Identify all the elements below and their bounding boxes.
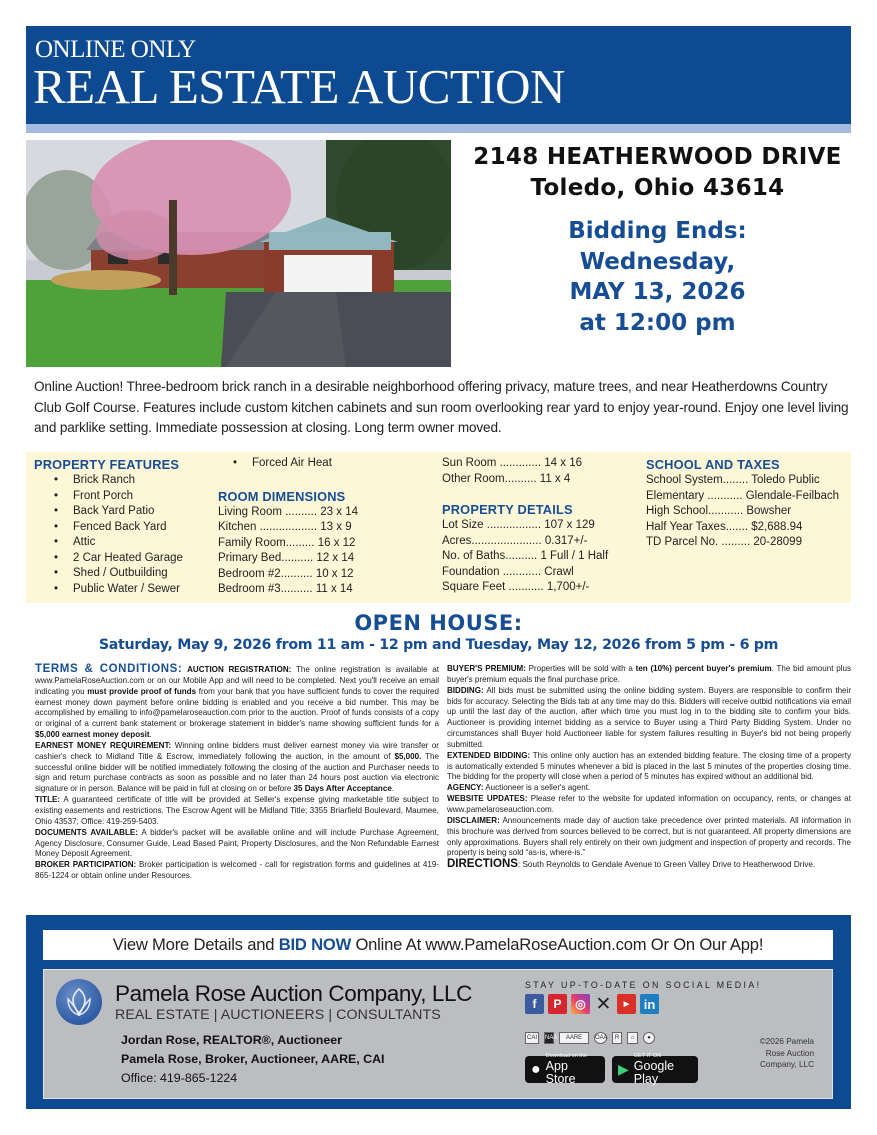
title-terms: TITLE: A guaranteed certificate of title will be provided at Seller's expense giving marketable title subject to existing easements and restrictions. The Escrow Agent will be Midland Title; 3355 Briarfield Boulevard, Maumee, Ohio 43537; Office: 419-259-5403. — [35, 795, 439, 826]
room-row: Kitchen .................. 13 x 9 — [218, 521, 352, 533]
room-row: Sun Room ............. 14 x 16 — [442, 457, 583, 469]
room-row: Family Room......... 16 x 12 — [218, 536, 356, 549]
earnest-money: EARNEST MONEY REQUIREMENT: Winning online bidders must deliver earnest money via wire transfer or cashier's check to Midland Title & Escrow, immediately following the auction, in the amount of $5,000. The successful online bidder will be notified immediately following the closing of the auction and Purchaser needs to sign and return purchase contracts as soon as possible and no later than 24 hours post auction via electronic signature or in person. Balance will be paid in full at closing on or before 35 Days After Acceptance. — [35, 740, 439, 794]
list-item: • Attic — [34, 535, 183, 551]
bidding-ends — [460, 216, 855, 338]
feature-list-continued — [213, 456, 358, 472]
open-house-title: OPEN HOUSE: — [354, 611, 523, 635]
naa-badge-icon: NAA — [544, 1032, 554, 1044]
header-banner — [26, 26, 851, 124]
header-accent-strip — [26, 124, 851, 133]
room-row: Living Room .......... 23 x 14 — [218, 505, 359, 518]
section-title: ROOM DIMENSIONS — [218, 488, 346, 504]
google-play-icon: ▶ — [618, 1061, 629, 1077]
room-row: Bedroom #2.......... 10 x 12 — [218, 567, 354, 580]
social-icons — [525, 994, 659, 1014]
detail-row: Foundation ............ Crawl — [442, 565, 574, 578]
school-row: School System........ Toledo Public — [646, 474, 820, 486]
seal-badge-icon: ● — [643, 1032, 655, 1044]
google-play-button[interactable]: ▶ GET IT ON Google Play — [612, 1056, 698, 1083]
bidding-day: Wednesday, — [579, 248, 736, 275]
property-photo — [26, 140, 451, 367]
school-row: TD Parcel No. ......... 20-28099 — [646, 536, 802, 548]
room-row: Bedroom #3.......... 11 x 14 — [218, 583, 353, 595]
apple-icon: ● — [531, 1060, 541, 1078]
terms-right-column — [447, 664, 851, 871]
disclaimer: DISCLAIMER: Announcements made day of auction take precedence over printed materials. All information in this brochure was derived from sources believed to be correct, but is not guaranteed. All property dimensions are only approximations. Buyers shall rely entirely on their own judgment and inspection of property and records. The property is being sold “as-is, where-is.” — [447, 815, 851, 858]
school-taxes-column — [646, 456, 839, 551]
detail-row: Square Feet ........... 1,700+/- — [442, 581, 590, 593]
company-name: Pamela Rose Auction Company, LLC — [115, 981, 472, 1006]
city-state-zip: Toledo, Ohio 43614 — [530, 175, 785, 201]
section-title: PROPERTY FEATURES — [34, 457, 180, 472]
app-store-buttons — [525, 1053, 698, 1086]
school-row: Elementary ........... Glendale-Feilbach — [646, 489, 840, 502]
terms-title: TERMS & CONDITIONS: — [35, 663, 183, 675]
bidding-date: MAY 13, 2026 — [569, 279, 746, 305]
extended-bidding: EXTENDED BIDDING: This online only auction has an extended bidding feature. The closing time of a property is automatically extended 5 minutes whenever a bid is placed in the last 5 minutes of the properties closing time. The bidding for the property will close when a period of 5 minutes has expired without an additional bid. — [447, 750, 851, 782]
detail-row: No. of Baths.......... 1 Full / 1 Half — [442, 550, 609, 562]
staff-jordan: Jordan Rose, REALTOR®, Auctioneer — [121, 1033, 342, 1047]
realtor-badge-icon: R — [612, 1032, 622, 1044]
oaa-badge-icon: OAA — [594, 1032, 607, 1044]
bidding-label: Bidding Ends: — [568, 218, 747, 244]
open-house-dates: Saturday, May 9, 2026 from 11 am - 12 pm and Tuesday, May 12, 2026 from 5 pm - 6 pm — [98, 637, 779, 653]
room-row: Primary Bed.......... 12 x 14 — [218, 552, 355, 564]
x-twitter-icon[interactable]: ✕ — [595, 993, 612, 1015]
school-row: High School........... Bowsher — [646, 505, 792, 517]
copyright: ©2026 Pamela Rose Auction Company, LLC — [759, 1037, 814, 1070]
street-address: 2148 HEATHERWOOD DRIVE — [473, 144, 842, 170]
youtube-icon[interactable]: ▶ — [617, 994, 636, 1014]
pinterest-icon[interactable]: P — [548, 994, 567, 1014]
list-item: • Fenced Back Yard — [34, 520, 183, 536]
house-photo-illustration — [26, 140, 451, 367]
bid-now-banner[interactable]: View More Details and BID NOW Online At www.PamelaRoseAuction.com Or On Our App! — [43, 930, 833, 960]
address-block — [460, 142, 855, 338]
equal-housing-icon: ⌂ — [627, 1032, 638, 1044]
office-phone[interactable]: Office: 419-865-1224 — [121, 1071, 238, 1085]
feature-list — [34, 473, 183, 597]
linkedin-icon[interactable]: in — [640, 994, 659, 1014]
section-title: PROPERTY DETAILS — [442, 502, 573, 517]
app-store-button[interactable]: ● Download on the App Store — [525, 1056, 605, 1083]
room-dimensions-column — [218, 456, 358, 598]
list-item: • Brick Ranch — [34, 473, 183, 489]
list-item: • Forced Air Heat — [213, 456, 358, 472]
facebook-icon[interactable]: f — [525, 994, 544, 1014]
footer — [26, 915, 851, 1109]
open-house — [26, 610, 851, 654]
cai-badge-icon: CAI — [525, 1032, 539, 1044]
buyers-premium: BUYER'S PREMIUM: Properties will be sold with a ten (10%) percent buyer's premium. The bid amount plus buyer's premium equals the final purchase price. — [447, 664, 851, 684]
bidding-terms: BIDDING: All bids must be submitted using the online bidding system. Buyers are responsible to confirm their bids for accuracy. Selecting the Bids tab at any time may do this. Bidders will receive outbid notifications via email up until the last day of the auction, after which time you must log in to the bidding site to confirm your bids. Auctioneer is providing internet bidding as a service to Buyer using a Third Party Bidding System. Under no circumstances shall Buyer hold Auctioneer liable for system failures resulting in Buyer's bid not being properly submitted. — [447, 685, 851, 749]
broker-participation: BROKER PARTICIPATION: Broker participation is welcomed - call for registration forms and guidelines at 419-865-1224 or obtain online under Resources. — [35, 860, 439, 881]
page-title: REAL ESTATE AUCTION — [33, 59, 565, 114]
bid-now-link[interactable]: BID NOW — [278, 935, 352, 954]
list-item: • Front Porch — [34, 489, 183, 505]
terms-left-column — [35, 664, 439, 882]
association-badges — [525, 1032, 655, 1044]
staff-pamela: Pamela Rose, Broker, Auctioneer, AARE, CAI — [121, 1052, 385, 1066]
property-features-column — [34, 456, 183, 597]
property-description: Online Auction! Three-bedroom brick ranch in a desirable neighborhood offering privacy, mature trees, and near Heatherdowns Country Club Golf Course. Features include custom kitchen cabinets and sun room overlooking rear yard to enjoy year-round. Enjoy one level living and parklike setting. Immediate possession at closing. Long term owner moved. — [34, 379, 849, 435]
bidding-time: at 12:00 pm — [579, 309, 736, 336]
agency: AGENCY: Auctioneer is a seller's agent. — [447, 783, 591, 793]
features-box — [26, 452, 851, 603]
website-updates: WEBSITE UPDATES: Please refer to the website for updated information on occupancy, rents, or changes at www.pamelaroseauction.com. — [447, 794, 852, 814]
property-details-column — [442, 456, 608, 596]
instagram-icon[interactable]: ◎ — [571, 994, 590, 1014]
list-item: • 2 Car Heated Garage — [34, 551, 183, 567]
list-item: • Back Yard Patio — [34, 504, 183, 520]
documents-available: DOCUMENTS AVAILABLE: A bidder's packet will be available online and will include Purchase Agreement, Agency Disclosure, Consumer Guide, Lead Based Paint, Property Disclosures, and the Non Refundable Earnest Money Deposit Agreement. — [35, 827, 439, 859]
company-tagline: REAL ESTATE | AUCTIONEERS | CONSULTANTS — [115, 1007, 441, 1023]
school-row: Half Year Taxes....... $2,688.94 — [646, 520, 803, 533]
detail-row: Acres...................... 0.317+/- — [442, 534, 588, 547]
list-item: • Shed / Outbuilding — [34, 566, 183, 582]
directions: DIRECTIONS: South Reynolds to Gendale Avenue to Green Valley Drive to Heatherwood Drive. — [447, 858, 816, 871]
room-row: Other Room.......... 11 x 4 — [442, 472, 571, 485]
company-panel — [43, 969, 833, 1099]
company-logo-icon — [56, 979, 102, 1025]
staff-contacts — [121, 1031, 385, 1088]
auction-registration: TERMS & CONDITIONS: AUCTION REGISTRATION: The online registration is available at www.PamelaRoseAuction.com or on our Mobile App and will need to be completed. Next you'll receive an email indicating you must provide proof of funds from your bank that you have sufficient funds to cover the required earnest money down payment before online bidding is enabled and you receive a bid number. This may be accomplished by emailing to info@pamelaroseauction.com prior to the auction. Proof of funds consists of a copy or original of a current bank statement or brokerage statement in bidder's name showing sufficient funds for a $5,000 earnest money deposit. — [35, 663, 439, 740]
detail-row: Lot Size ................. 107 x 129 — [442, 519, 595, 531]
section-title: SCHOOL AND TAXES — [646, 457, 780, 472]
aare-badge-icon: AARE — [559, 1032, 589, 1044]
header-kicker: ONLINE ONLY — [35, 36, 196, 63]
list-item: • Public Water / Sewer — [34, 582, 183, 598]
social-label: STAY UP-TO-DATE ON SOCIAL MEDIA! — [525, 980, 762, 990]
